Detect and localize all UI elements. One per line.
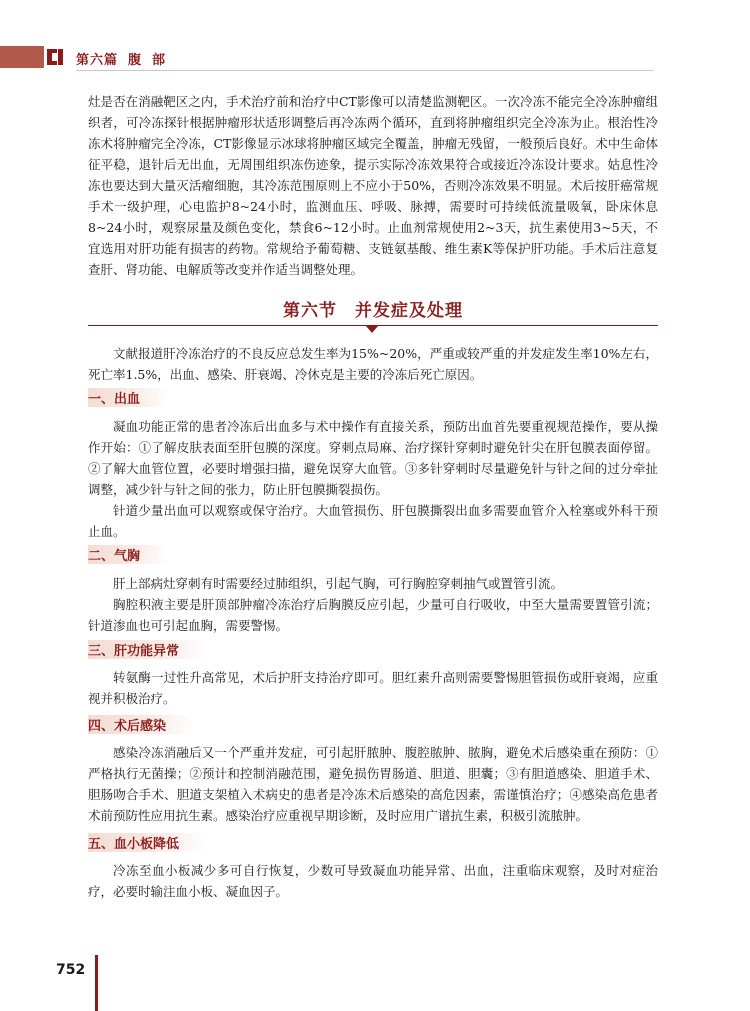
subsection-heading-pneumothorax: 二、气胸 xyxy=(88,545,168,564)
header-rule xyxy=(76,70,654,71)
section-title: 第六节 并发症及处理 xyxy=(283,301,463,321)
header-part: 第六篇 xyxy=(76,53,119,68)
paragraph: 凝血功能正常的患者冷冻后出血多与术中操作有直接关系，预防出血首先要重视规范操作，要从操作开始：①了解皮肤表面至肝包膜的深度。穿刺点局麻、治疗探针穿刺时避免针尖在肝包膜表面停留。②了解大血管位置，必要时增强扫描，避免误穿大血管。③多针穿刺时尽量避免针与针之间的过分牵扯调整，减少针与针之间的张力，防止肝包膜撕裂损伤。 xyxy=(88,419,658,497)
section-pointer-icon xyxy=(366,326,378,333)
subsection-body-liver-function xyxy=(88,667,658,709)
header-title-char-1: 腹 xyxy=(128,53,143,68)
header-title-char-2: 部 xyxy=(152,53,167,68)
subsection-heading-liver-function: 三、肝功能异常 xyxy=(88,640,207,659)
subsection-heading-thrombocytopenia: 五、血小板降低 xyxy=(88,833,207,852)
header-color-bar xyxy=(0,46,44,68)
running-header xyxy=(76,49,176,68)
paragraph: 冷冻至血小板减少多可自行恢复，少数可导致凝血功能异常、出血，注重临床观察，及时对症治疗，必要时输注血小板、凝血因子。 xyxy=(88,863,658,899)
section-lead: 文献报道肝冷冻治疗的不良反应总发生率为15%~20%，严重或较严重的并发症发生率10%左右，死亡率1.5%，出血、感染、肝衰竭、冷休克是主要的冷冻后死亡原因。 xyxy=(88,346,658,382)
subsection-heading-infection: 四、术后感染 xyxy=(88,715,194,734)
page-bar xyxy=(95,955,98,1011)
section-lead-block xyxy=(88,343,658,385)
subsection-heading-bleeding: 一、出血 xyxy=(88,388,168,407)
intro-block xyxy=(88,91,658,280)
book-logo-icon xyxy=(44,46,66,68)
page-number: 752 xyxy=(56,962,86,978)
subsection-body-bleeding xyxy=(88,416,658,542)
paragraph: 胸腔积液主要是肝顶部肿瘤冷冻治疗后胸膜反应引起，少量可自行吸收，中至大量需要置管引流；针道渗血也可引起血胸，需要警惕。 xyxy=(88,597,658,633)
subsection-body-thrombocytopenia xyxy=(88,860,658,902)
paragraph: 肝上部病灶穿刺有时需要经过肺组织，引起气胸，可行胸腔穿刺抽气或置管引流。 xyxy=(113,576,564,591)
section-heading xyxy=(88,296,658,330)
subsection-body-pneumothorax xyxy=(88,573,658,636)
intro-paragraph: 灶是否在消融靶区之内，手术治疗前和治疗中CT影像可以清楚监测靶区。一次冷冻不能完全冷冻肿瘤组织者，可冷冻探针根据肿瘤形状适形调整后再冷冻两个循环，直到将肿瘤组织完全冷冻为止。根治性冷冻术将肿瘤完全冷冻，CT影像显示冰球将肿瘤区域完全覆盖，肿瘤无残留，一般预后良好。术中生命体征平稳，退针后无出血，无周围组织冻伤迹象，提示实际冷冻效果符合或接近冷冻设计要求。姑息性冷冻也要达到大量灭活瘤细胞，其冷冻范围原则上不应小于50%，否则冷冻效果不明显。术后按肝癌常规手术一级护理，心电监护8~24小时，监测血压、呼吸、脉搏，需要时可持续低流量吸氧，卧床休息8~24小时，观察尿量及颜色变化，禁食6~12小时。止血剂常规使用2~3天，抗生素使用3~5天，不宜选用对肝功能有损害的药物。常规给予葡萄糖、支链氨基酸、维生素K等保护肝功能。手术后注意复查肝、肾功能、电解质等改变并作适当调整处理。 xyxy=(88,94,658,277)
paragraph: 针道少量出血可以观察或保守治疗。大血管损伤、肝包膜撕裂出血多需要血管介入栓塞或外科干预止血。 xyxy=(88,503,658,539)
paragraph: 转氨酶一过性升高常见，术后护肝支持治疗即可。胆红素升高则需要警惕胆管损伤或肝衰竭，应重视并积极治疗。 xyxy=(88,670,658,706)
paragraph: 感染冷冻消融后又一个严重并发症，可引起肝脓肿、腹腔脓肿、脓胸，避免术后感染重在预防：①严格执行无菌操；②预计和控制消融范围，避免损伤胃肠道、胆道、胆囊；③有胆道感染、胆道手术、胆肠吻合手术、胆道支架植入术病史的患者是冷冻术后感染的高危因素，需谨慎治疗；④感染高危患者术前预防性应用抗生素。感染治疗应重视早期诊断，及时应用广谱抗生素，积极引流脓肿。 xyxy=(88,745,658,823)
subsection-body-infection xyxy=(88,742,658,826)
